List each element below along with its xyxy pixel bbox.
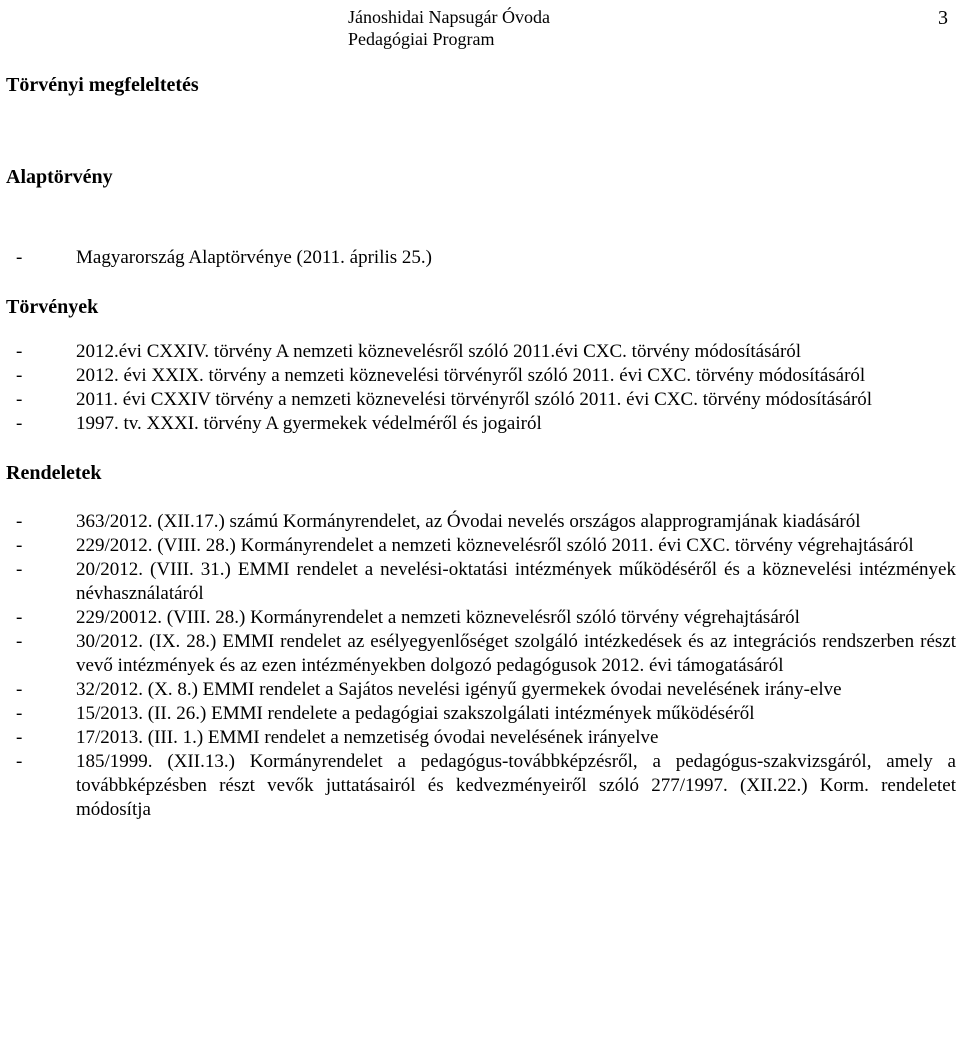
list-item-text: 185/1999. (XII.13.) Kormányrendelet a pedagógus-továbbképzésről, a pedagógus-szakvizsgáról, amely a továbbképzésben részt vevők juttatásairól és kedvezményeiről szóló 277/1997. (XII.22.) Korm. rendeletet módosítja <box>76 751 956 820</box>
decrees-list <box>6 510 956 822</box>
list-item-text: Magyarország Alaptörvénye (2011. április 25.) <box>76 247 432 268</box>
dash-bullet-icon: - <box>16 365 23 386</box>
dash-bullet-icon: - <box>16 247 23 268</box>
dash-bullet-icon: - <box>16 413 23 434</box>
section-heading-basic-law: Alaptörvény <box>6 166 113 188</box>
list-item-text: 17/2013. (III. 1.) EMMI rendelet a nemzetiség óvodai nevelésének irányelve <box>76 727 659 748</box>
dash-bullet-icon: - <box>16 535 23 556</box>
list-item <box>6 606 956 630</box>
laws-list <box>6 340 956 436</box>
dash-bullet-icon: - <box>16 511 23 532</box>
dash-bullet-icon: - <box>16 607 23 628</box>
list-item-text: 2012. évi XXIX. törvény a nemzeti köznevelési törvényről szóló 2011. évi CXC. törvény módosításáról <box>76 365 866 386</box>
list-item <box>6 534 956 558</box>
header-title-block <box>348 6 550 50</box>
dash-bullet-icon: - <box>16 679 23 700</box>
basic-law-list <box>6 246 956 270</box>
dash-bullet-icon: - <box>16 559 23 580</box>
page-number: 3 <box>938 7 948 29</box>
dash-bullet-icon: - <box>16 631 23 652</box>
list-item-text: 30/2012. (IX. 28.) EMMI rendelet az esélyegyenlőséget szolgáló intézkedések és az integrációs rendszerben részt vevő intézmények és az ezen intézményekben dolgozó pedagógusok 2012. évi támogatásáról <box>76 631 956 676</box>
dash-bullet-icon: - <box>16 703 23 724</box>
list-item <box>6 750 956 822</box>
list-item <box>6 726 956 750</box>
header-institution: Jánoshidai Napsugár Óvoda <box>348 7 550 27</box>
list-item-text: 229/20012. (VIII. 28.) Kormányrendelet a nemzeti köznevelésről szóló törvény végrehajtásáról <box>76 607 800 628</box>
running-header <box>0 6 960 49</box>
list-item <box>6 558 956 606</box>
list-item <box>6 702 956 726</box>
dash-bullet-icon: - <box>16 389 23 410</box>
list-item <box>6 510 956 534</box>
list-item-text: 2011. évi CXXIV törvény a nemzeti köznevelési törvényről szóló 2011. évi CXC. törvény módosításáról <box>76 389 873 410</box>
list-item <box>6 246 956 270</box>
list-item <box>6 678 956 702</box>
list-item-text: 32/2012. (X. 8.) EMMI rendelet a Sajátos nevelési igényű gyermekek óvodai nevelésének irány-elve <box>76 679 842 700</box>
list-item <box>6 630 956 678</box>
list-item-text: 2012.évi CXXIV. törvény A nemzeti köznevelésről szóló 2011.évi CXC. törvény módosításáról <box>76 341 802 362</box>
list-item-text: 229/2012. (VIII. 28.) Kormányrendelet a nemzeti köznevelésről szóló 2011. évi CXC. törvény végrehajtásáról <box>76 535 914 556</box>
list-item <box>6 388 956 412</box>
document-body <box>6 72 956 822</box>
dash-bullet-icon: - <box>16 727 23 748</box>
list-item-text: 20/2012. (VIII. 31.) EMMI rendelet a nevelési-oktatási intézmények működéséről és a köznevelési intézmények névhasználatáról <box>76 559 956 604</box>
header-document-title: Pedagógiai Program <box>348 29 495 49</box>
list-item <box>6 340 956 364</box>
dash-bullet-icon: - <box>16 341 23 362</box>
list-item <box>6 412 956 436</box>
list-item-text: 1997. tv. XXXI. törvény A gyermekek védelméről és jogairól <box>76 413 542 434</box>
dash-bullet-icon: - <box>16 751 23 772</box>
list-item-text: 15/2013. (II. 26.) EMMI rendelete a pedagógiai szakszolgálati intézmények működéséről <box>76 703 755 724</box>
list-item-text: 363/2012. (XII.17.) számú Kormányrendelet, az Óvodai nevelés országos alapprogramjának kiadásáról <box>76 511 861 532</box>
section-heading-laws: Törvények <box>6 296 99 318</box>
section-heading-decrees: Rendeletek <box>6 462 102 484</box>
list-item <box>6 364 956 388</box>
section-heading-compliance: Törvényi megfeleltetés <box>6 74 199 96</box>
